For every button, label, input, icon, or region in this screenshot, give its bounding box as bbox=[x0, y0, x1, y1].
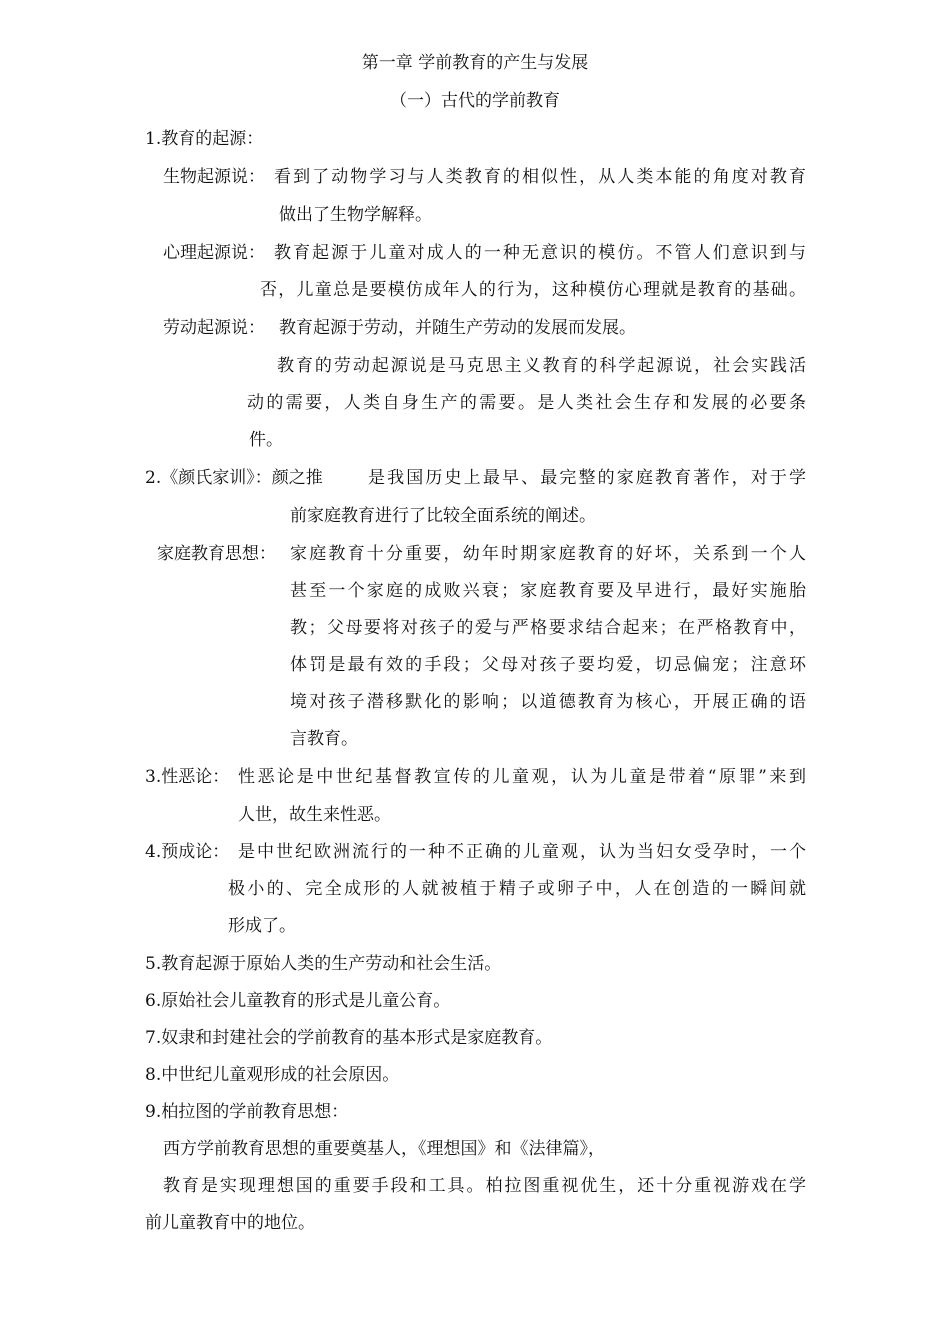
section-2-line-2: 前家庭教育进行了比较全面系统的阐述。 bbox=[290, 506, 596, 526]
labor-origin-label: 劳动起源说： bbox=[163, 318, 265, 338]
family-education-line-1: 家庭教育十分重要，幼年时期家庭教育的好坏，关系到一个人 bbox=[290, 544, 806, 564]
labor-origin-line-1: 教育起源于劳动，并随生产劳动的发展而发展。 bbox=[279, 318, 636, 338]
section-9-line-2: 教育是实现理想国的重要手段和工具。柏拉图重视优生，还十分重视游戏在学 bbox=[163, 1176, 806, 1196]
section-3-line-1: 性恶论是中世纪基督教宣传的儿童观，认为儿童是带着“原罪”来到 bbox=[238, 767, 806, 787]
section-1-heading: 1.教育的起源： bbox=[145, 129, 264, 149]
section-6: 6.原始社会儿童教育的形式是儿童公育。 bbox=[145, 991, 451, 1011]
page-title: 第一章 学前教育的产生与发展 bbox=[361, 53, 589, 73]
section-5: 5.教育起源于原始人类的生产劳动和社会生活。 bbox=[145, 954, 502, 974]
family-education-line-5: 境对孩子潜移默化的影响；以道德教育为核心，开展正确的语 bbox=[290, 692, 806, 712]
labor-theory-line-2: 动的需要，人类自身生产的需要。是人类社会生存和发展的必要条 bbox=[247, 393, 806, 413]
psy-origin-line-1: 教育起源于儿童对成人的一种无意识的模仿。不管人们意识到与 bbox=[274, 243, 806, 263]
labor-theory-line-1: 教育的劳动起源说是马克思主义教育的科学起源说，社会实践活 bbox=[277, 356, 806, 376]
family-education-line-3: 教；父母要将对孩子的爱与严格要求结合起来；在严格教育中， bbox=[290, 618, 806, 638]
family-education-line-2: 甚至一个家庭的成败兴衰；家庭教育要及早进行，最好实施胎 bbox=[290, 581, 806, 601]
bio-origin-line-1: 看到了动物学习与人类教育的相似性，从人类本能的角度对教育 bbox=[274, 167, 806, 187]
section-7: 7.奴隶和封建社会的学前教育的基本形式是家庭教育。 bbox=[145, 1028, 553, 1048]
section-3-label: 3.性恶论： bbox=[145, 767, 230, 787]
section-4-line-2: 极小的、完全成形的人就被植于精子或卵子中，人在创造的一瞬间就 bbox=[228, 879, 806, 899]
section-9-heading: 9.柏拉图的学前教育思想： bbox=[145, 1102, 349, 1122]
psy-origin-label: 心理起源说： bbox=[163, 243, 265, 263]
section-2-line-1: 是我国历史上最早、最完整的家庭教育著作，对于学 bbox=[368, 468, 806, 488]
family-education-line-4: 体罚是最有效的手段；父母对孩子要均爱，切忌偏宠；注意环 bbox=[290, 655, 806, 675]
bio-origin-label: 生物起源说： bbox=[163, 167, 265, 187]
family-education-line-6: 言教育。 bbox=[290, 729, 358, 749]
section-9-line-3: 前儿童教育中的地位。 bbox=[145, 1213, 315, 1233]
bio-origin-line-2: 做出了生物学解释。 bbox=[279, 205, 432, 225]
psy-origin-line-2: 否，儿童总是要模仿成年人的行为，这种模仿心理就是教育的基础。 bbox=[260, 280, 806, 300]
page-subtitle: （一）古代的学前教育 bbox=[390, 91, 560, 111]
family-education-label: 家庭教育思想： bbox=[157, 544, 276, 564]
section-2-heading: 2.《颜氏家训》：颜之推 bbox=[145, 468, 323, 488]
section-8: 8.中世纪儿童观形成的社会原因。 bbox=[145, 1065, 400, 1085]
labor-theory-line-3: 件。 bbox=[249, 430, 283, 450]
section-4-line-1: 是中世纪欧洲流行的一种不正确的儿童观，认为当妇女受孕时，一个 bbox=[238, 842, 806, 862]
section-4-line-3: 形成了。 bbox=[228, 916, 296, 936]
section-9-line-1: 西方学前教育思想的重要奠基人，《理想国》和《法律篇》， bbox=[163, 1139, 605, 1159]
section-3-line-2: 人世，故生来性恶。 bbox=[238, 805, 391, 825]
section-4-label: 4.预成论： bbox=[145, 842, 230, 862]
